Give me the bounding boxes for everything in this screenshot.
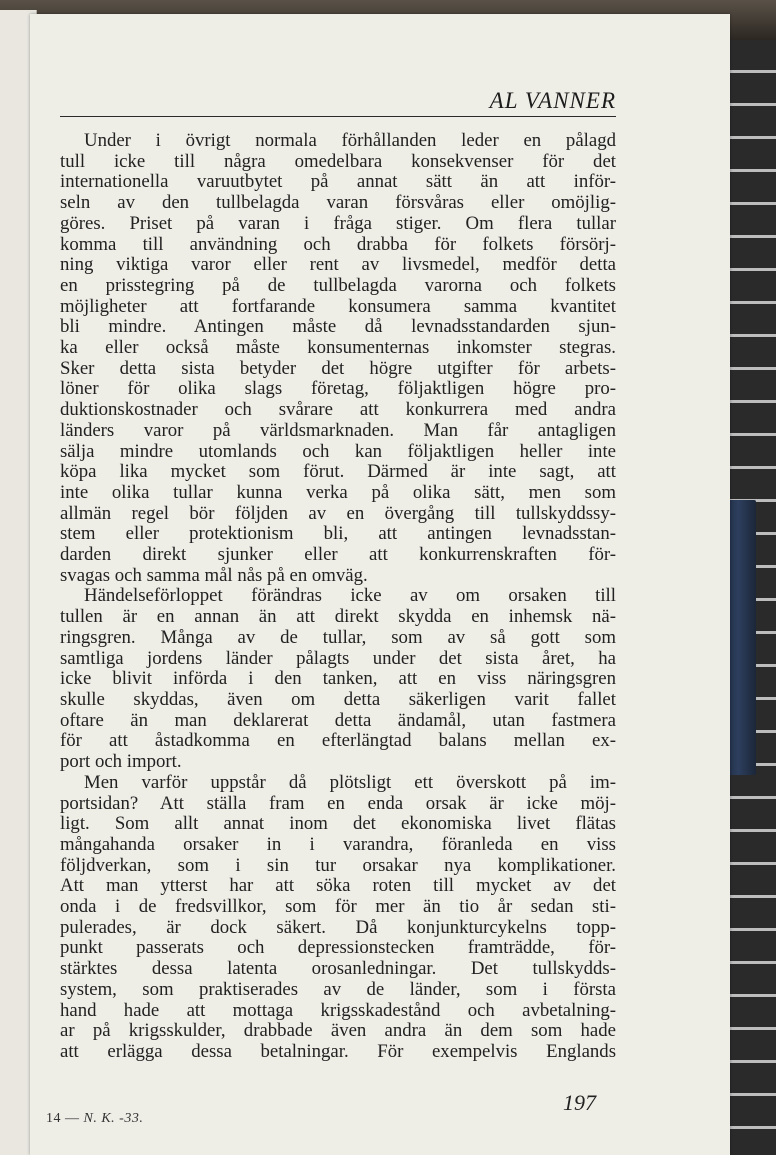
body-text [60,131,616,1063]
text-line: samtliga jordens länder pålagts under det sista året, ha [60,647,616,669]
text-line: skulle skyddas, även om detta säkerligen varit fallet [60,688,616,710]
page-number: 197 [563,1090,596,1115]
text-line: allmän regel bör följden av en övergång till tullskyddssy- [60,502,616,524]
text-line: seln av den tullbelagda varan försvåras eller omöjlig- [60,192,616,214]
text-line: port och import. [60,751,182,773]
header-title: AL VANNER [489,88,616,113]
text-line: Sker detta sista betyder det högre utgifter för arbets- [60,357,616,379]
text-line: sälja mindre utomlands och kan följaktligen heller inte [60,440,616,462]
signature-dash: — [65,1111,80,1126]
text-line: ringsgren. Många av de tullar, som av så gott som [60,626,616,648]
printer-signature [46,1111,143,1127]
text-line: följdverkan, som i sin tur orsakar nya komplikationer. [60,854,616,876]
text-line: ar på krigsskulder, drabbade även andra än dem som hade [60,1020,616,1042]
text-line: komma till användning och drabba för folkets försörj- [60,233,616,255]
signature-mark: N. K. -33. [83,1111,144,1126]
text-line: svagas och samma mål nås på en omväg. [60,564,368,586]
text-line: onda i de fredsvillkor, som för mer än tio år sedan sti- [60,896,616,918]
text-line: system, som praktiserades av de länder, som i första [60,978,616,1000]
text-line: bli mindre. Antingen måste då levnadsstandarden sjun- [60,316,616,338]
text-line: oftare än man deklarerat detta ändamål, utan fastmera [60,709,616,731]
text-line: köpa lika mycket som förut. Därmed är inte sagt, att [60,461,616,483]
text-line: ning viktiga varor eller rent av livsmedel, medför detta [60,254,616,276]
text-line: tull icke till några omedelbara konsekvenser för det [60,150,616,172]
running-header [60,88,616,117]
text-line: Händelseförloppet förändras icke av om orsaken till [84,585,616,607]
text-line: en prisstegring på de tullbelagda varorna och folkets [60,274,616,296]
text-line: mångahanda orsaker in i varandra, föranleda en viss [60,833,616,855]
text-line: Men varför uppstår då plötsligt ett överskott på im- [84,771,616,793]
text-line: darden direkt sjunker eller att konkurrenskraften för- [60,544,616,566]
text-line: göres. Priset på varan i fråga stiger. Om flera tullar [60,212,616,234]
text-line: internationella varuutbytet på annat sätt än att inför- [60,171,616,193]
text-line: att erlägga dessa betalningar. För exempelvis Englands [60,1040,616,1062]
text-line: stem eller protektionism bli, att antingen levnadsstan- [60,523,616,545]
text-line: löner för olika slags företag, följaktligen högre pro- [60,378,616,400]
text-line: ka eller också måste konsumenternas inkomster stegras. [60,337,616,359]
text-line: möjligheter att fortfarande konsumera samma kvantitet [60,295,616,317]
signature-number: 14 [46,1111,61,1126]
text-line: länders varor på världsmarknaden. Man får antagligen [60,419,616,441]
text-line: för att åstadkomma en efterlängtad balans mellan ex- [60,730,616,752]
text-line: Att man ytterst har att söka roten till mycket av det [60,875,616,897]
text-line: inte olika tullar kunna verka på olika sätt, men som [60,481,616,503]
text-line: punkt passerats och depressionstecken framträdde, för- [60,937,616,959]
text-line: portsidan? Att ställa fram en enda orsak är icke möj- [60,792,616,814]
text-line: tullen är en annan än att direkt skydda en inhemsk nä- [60,606,616,628]
text-line: duktionskostnader och svårare att konkurrera med andra [60,399,616,421]
text-line: hand hade att mottaga krigsskadestånd och avbetalning- [60,999,616,1021]
text-line: ligt. Som allt annat inom det ekonomiska livet flätas [60,813,616,835]
text-line: pulerades, är dock säkert. Då konjunkturcykelns topp- [60,916,616,938]
text-line: Under i övrigt normala förhållanden leder en pålagd [84,130,616,151]
text-line: icke blivit införda i den tanken, att en viss näringsgren [60,668,616,690]
text-line: stärktes dessa latenta orosanledningar. Det tullskydds- [60,958,616,980]
